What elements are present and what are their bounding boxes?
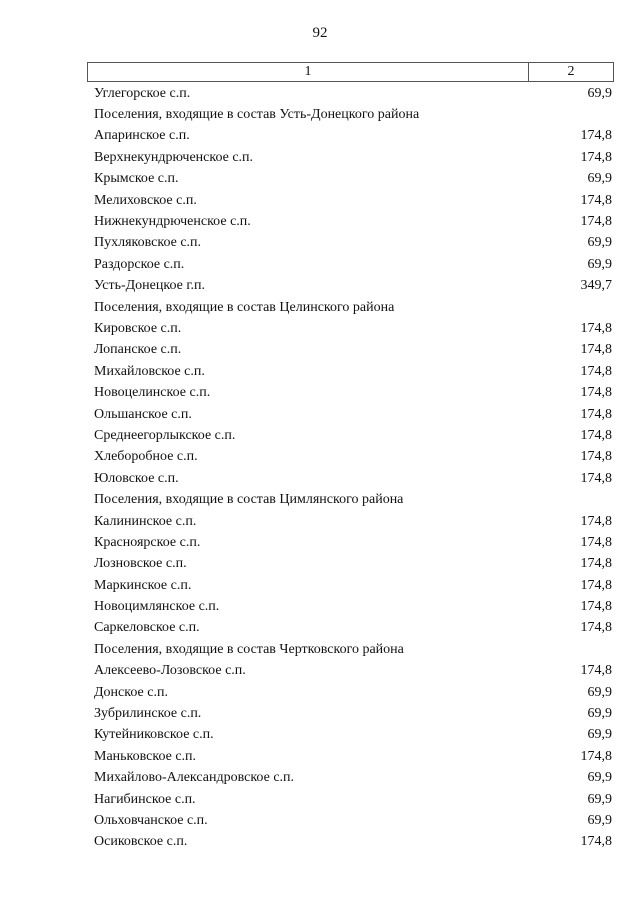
settlement-value: 174,8 <box>580 534 612 550</box>
settlement-name: Калининское с.п. <box>94 513 197 529</box>
table-row <box>94 511 612 532</box>
settlement-name: Лопанское с.п. <box>94 342 182 358</box>
table-row <box>94 596 612 617</box>
table-row <box>94 211 612 232</box>
settlement-name: Маньковское с.п. <box>94 748 197 764</box>
settlement-value: 69,9 <box>587 706 612 722</box>
settlement-value: 174,8 <box>580 556 612 572</box>
settlement-value: 174,8 <box>580 406 612 422</box>
settlement-name: Михайловское с.п. <box>94 363 205 379</box>
table-row <box>94 318 612 339</box>
settlement-value: 69,9 <box>587 684 612 700</box>
table-row <box>94 340 612 361</box>
table-row <box>94 190 612 211</box>
settlement-value: 69,9 <box>587 256 612 272</box>
table-row <box>94 682 612 703</box>
settlement-name: Поселения, входящие в состав Цимлянского района <box>94 492 404 508</box>
settlement-name: Новоцелинское с.п. <box>94 385 211 401</box>
settlement-value: 174,8 <box>580 620 612 636</box>
table-row <box>94 297 612 318</box>
settlement-value: 174,8 <box>580 513 612 529</box>
settlement-value: 174,8 <box>580 192 612 208</box>
settlement-name: Ольховчанское с.п. <box>94 812 208 828</box>
settlement-value: 174,8 <box>580 599 612 615</box>
settlement-name: Саркеловское с.п. <box>94 620 200 636</box>
table-row <box>94 382 612 403</box>
settlement-name: Раздорское с.п. <box>94 256 185 272</box>
settlement-value: 174,8 <box>580 834 612 850</box>
settlement-value: 174,8 <box>580 748 612 764</box>
settlement-value: 174,8 <box>580 149 612 165</box>
settlement-name: Лозновское с.п. <box>94 556 187 572</box>
table-header <box>87 62 614 82</box>
settlement-name: Донское с.п. <box>94 684 168 700</box>
settlement-name: Апаринское с.п. <box>94 128 190 144</box>
settlement-value: 69,9 <box>587 791 612 807</box>
table-row <box>94 425 612 446</box>
settlement-value: 69,9 <box>587 235 612 251</box>
settlement-name: Хлеборобное с.п. <box>94 449 198 465</box>
settlement-name: Кировское с.п. <box>94 320 182 336</box>
settlement-value: 69,9 <box>587 727 612 743</box>
column-header-1: 1 <box>88 63 529 81</box>
table-row <box>94 746 612 767</box>
settlement-name: Ольшанское с.п. <box>94 406 192 422</box>
settlement-name: Верхнекундрюченское с.п. <box>94 149 254 165</box>
table-row <box>94 169 612 190</box>
settlement-value: 174,8 <box>580 449 612 465</box>
table-row <box>94 789 612 810</box>
settlement-name: Маркинское с.п. <box>94 577 192 593</box>
table-row <box>94 233 612 254</box>
table-row <box>94 618 612 639</box>
settlement-value: 174,8 <box>580 363 612 379</box>
table-row <box>94 276 612 297</box>
settlement-value: 174,8 <box>580 470 612 486</box>
settlement-value: 174,8 <box>580 214 612 230</box>
settlement-value: 69,9 <box>587 770 612 786</box>
settlement-name: Среднеегорлыкское с.п. <box>94 427 236 443</box>
settlement-name: Поселения, входящие в состав Чертковского района <box>94 641 404 657</box>
settlement-name: Поселения, входящие в состав Целинского района <box>94 299 395 315</box>
settlement-name: Усть-Донецкое г.п. <box>94 278 205 294</box>
column-header-2: 2 <box>567 64 575 79</box>
settlement-value: 174,8 <box>580 663 612 679</box>
settlement-name: Крымское с.п. <box>94 171 179 187</box>
settlement-name: Красноярское с.п. <box>94 534 201 550</box>
table-row <box>94 768 612 789</box>
table-row <box>94 104 612 125</box>
settlement-value: 349,7 <box>580 278 612 294</box>
settlement-name: Мелиховское с.п. <box>94 192 197 208</box>
settlement-value: 174,8 <box>580 342 612 358</box>
settlement-value: 69,9 <box>587 85 612 101</box>
table-row <box>94 468 612 489</box>
settlement-value: 174,8 <box>580 385 612 401</box>
table-row <box>94 575 612 596</box>
settlement-name: Осиковское с.п. <box>94 834 188 850</box>
settlement-name: Поселения, входящие в состав Усть-Донецкого района <box>94 107 420 123</box>
table-row <box>94 832 612 853</box>
page-number: 92 <box>312 25 328 41</box>
settlement-name: Новоцимлянское с.п. <box>94 599 220 615</box>
settlement-value: 174,8 <box>580 128 612 144</box>
table-row <box>94 554 612 575</box>
settlement-name: Зубрилинское с.п. <box>94 706 202 722</box>
table-row <box>94 404 612 425</box>
settlement-value: 174,8 <box>580 320 612 336</box>
table-row <box>94 639 612 660</box>
table-row <box>94 532 612 553</box>
table-row <box>94 126 612 147</box>
settlement-name: Нижнекундрюченское с.п. <box>94 214 251 230</box>
table-row <box>94 489 612 510</box>
table-row <box>94 83 612 104</box>
settlement-name: Кутейниковское с.п. <box>94 727 214 743</box>
settlement-value: 69,9 <box>587 171 612 187</box>
table-row <box>94 254 612 275</box>
settlement-name: Нагибинское с.п. <box>94 791 196 807</box>
table-row <box>94 661 612 682</box>
settlement-name: Юловское с.п. <box>94 470 179 486</box>
settlement-value: 69,9 <box>587 812 612 828</box>
settlement-value: 174,8 <box>580 427 612 443</box>
settlement-value: 174,8 <box>580 577 612 593</box>
settlement-name: Алексеево-Лозовское с.п. <box>94 663 246 679</box>
table-row <box>94 361 612 382</box>
settlement-name: Пухляковское с.п. <box>94 235 202 251</box>
table-row <box>94 810 612 831</box>
table-body <box>94 83 612 853</box>
table-row <box>94 703 612 724</box>
table-row <box>94 725 612 746</box>
settlement-name: Углегорское с.п. <box>94 85 191 101</box>
table-row <box>94 147 612 168</box>
table-row <box>94 447 612 468</box>
settlement-name: Михайлово-Александровское с.п. <box>94 770 295 786</box>
